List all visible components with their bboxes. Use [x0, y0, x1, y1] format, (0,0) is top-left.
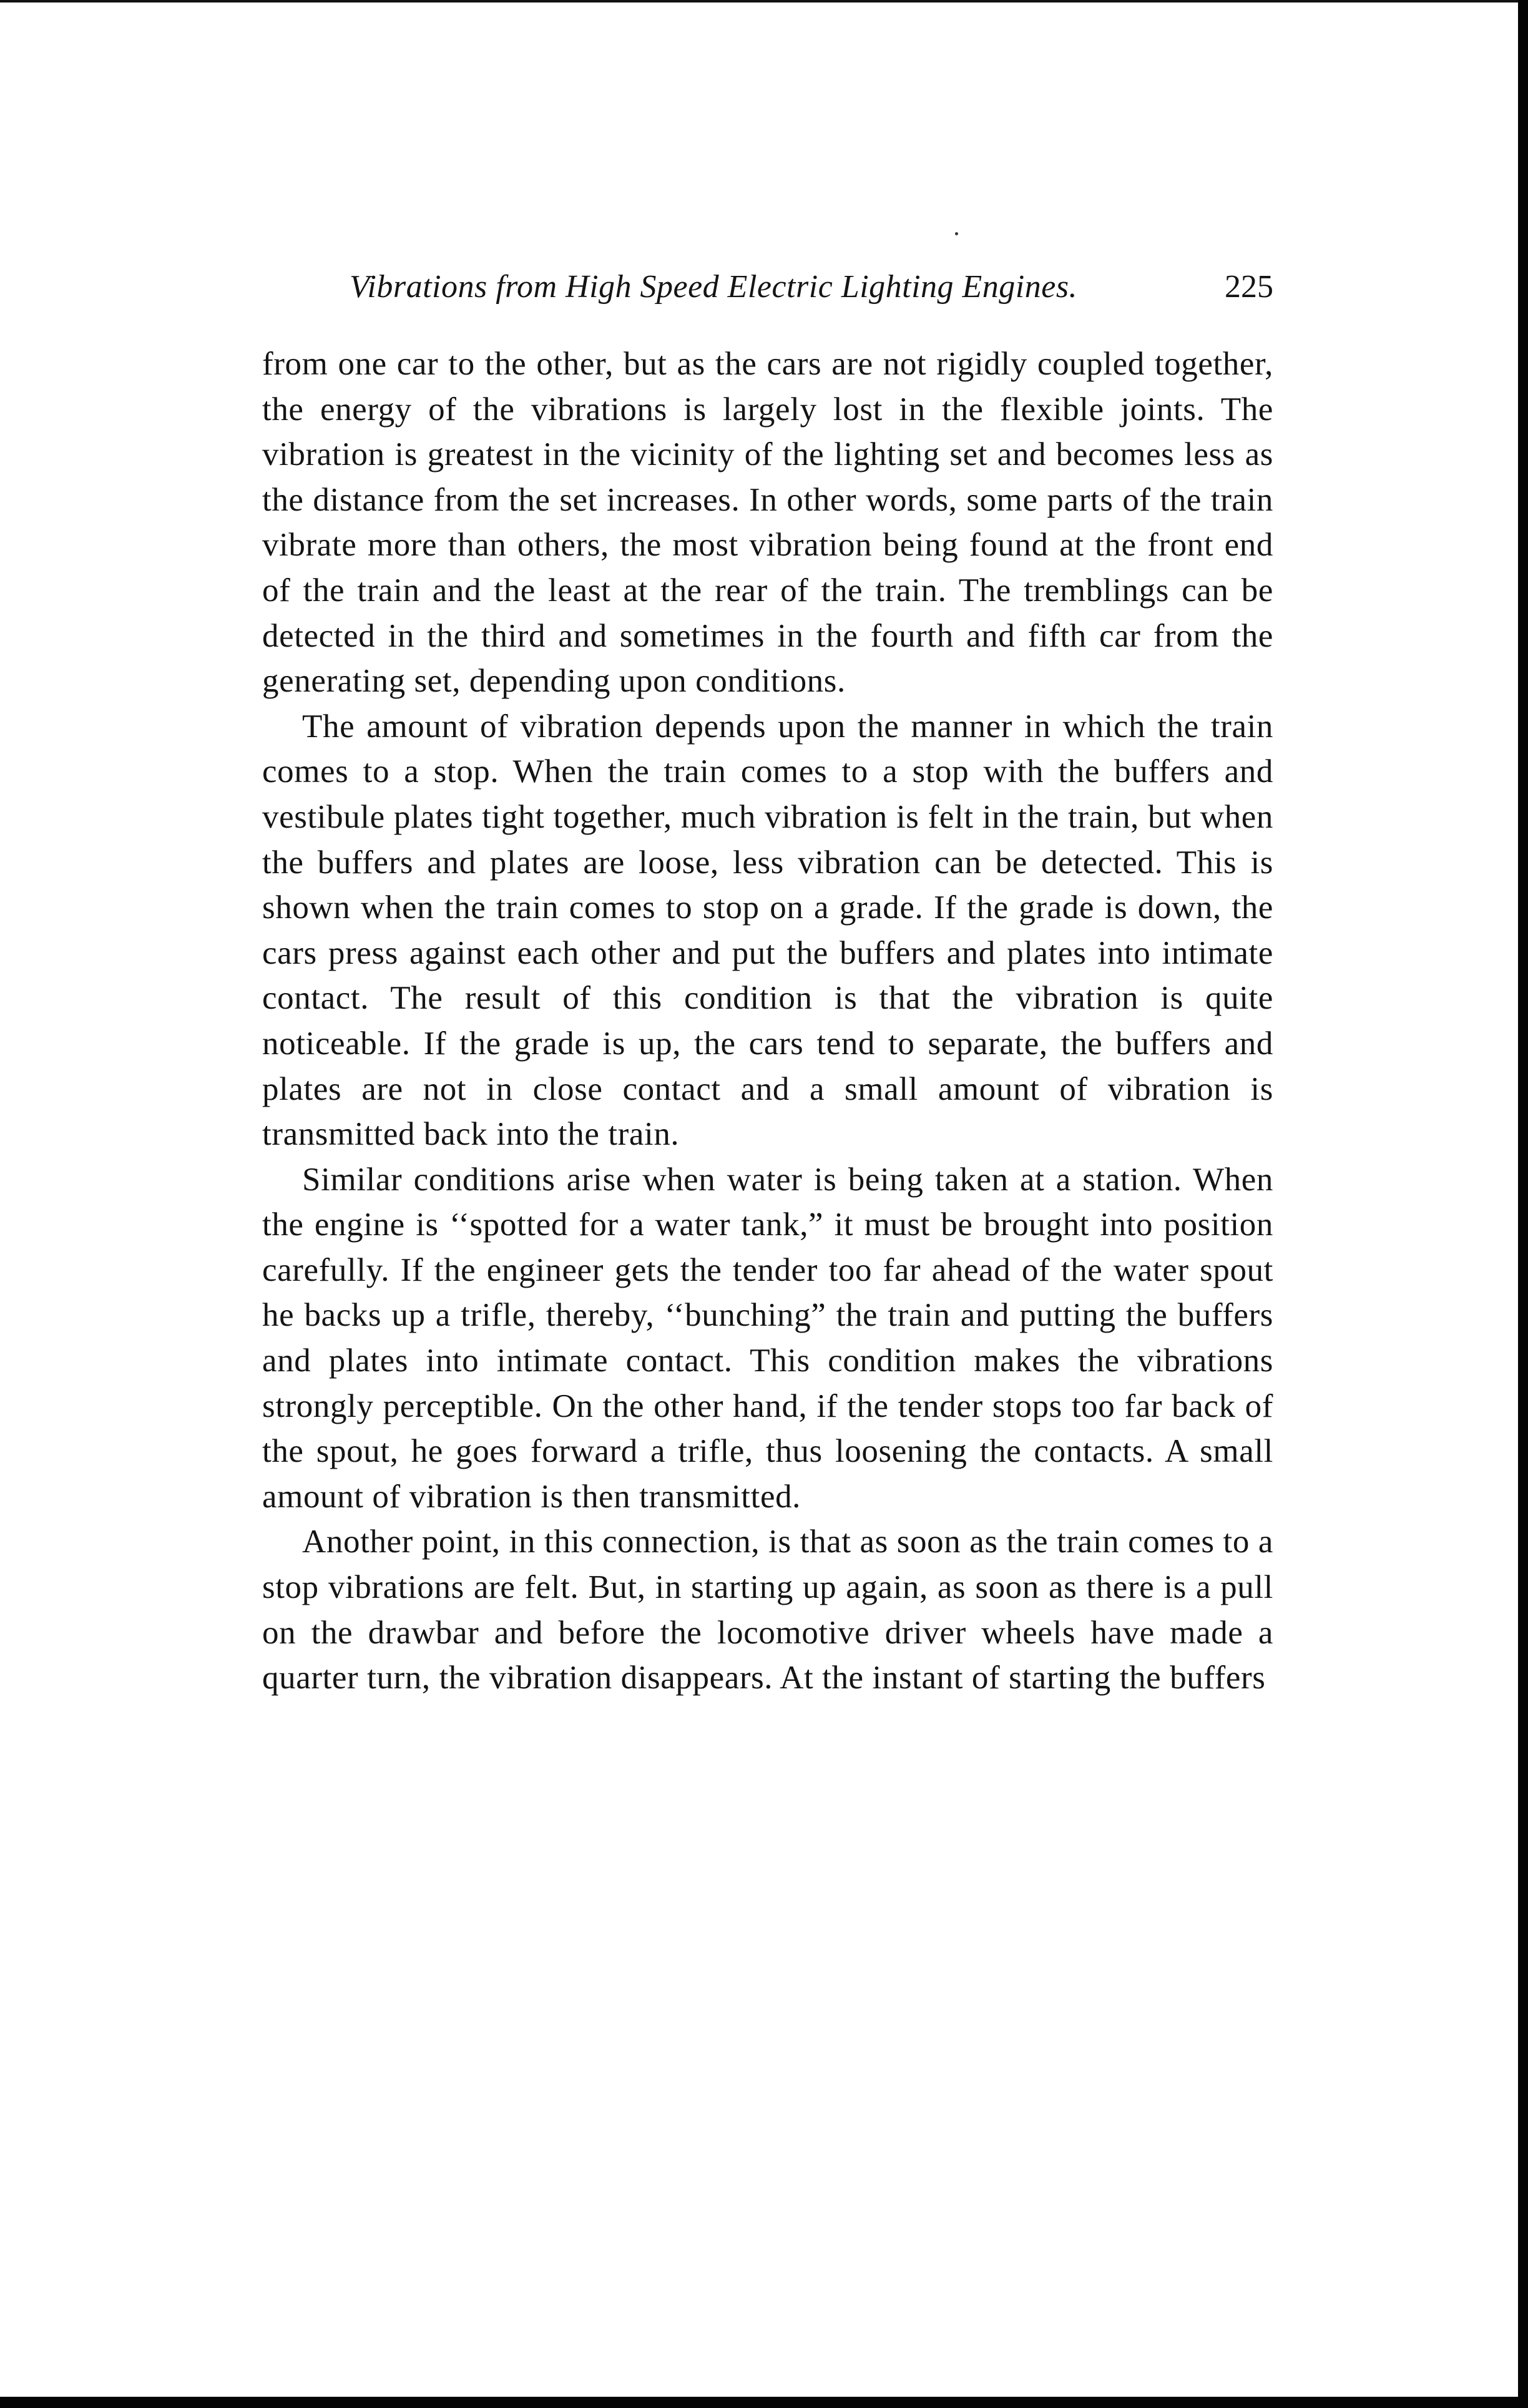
paragraph: Similar conditions arise when water is being taken at a station. When the engine is ‘‘spotted for a water tank,” it must be brought into position carefully. If the engineer gets the tender too far ahead of the water spout he backs up a trifle, thereby, ‘‘bunching” the train and putting the buffers and plates into intimate contact. This condition makes the vibrations strongly perceptible. On the other hand, if the tender stops too far back of the spout, he goes forward a trifle, thus loosening the contacts. A small amount of vibration is then transmitted.: [262, 1161, 1273, 1515]
paragraph: Another point, in this connection, is that as soon as the train comes to a stop vibrations are felt. But, in starting up again, as soon as there is a pull on the drawbar and before the locomotive driver wheels have made a quarter turn, the vibration disappears. At the instant of starting the buffers: [262, 1524, 1273, 1696]
scan-border-right: [1518, 0, 1528, 2408]
paragraph: The amount of vibration depends upon the manner in which the train comes to a stop. When the train comes to a stop with the buffers and vestibule plates tight together, much vibration is felt in the train, but when the buffers and plates are loose, less vibration can be detected. This is shown when the train comes to stop on a grade. If the grade is down, the cars press against each other and put the buffers and plates into intimate contact. The result of this condition is that the vibration is quite noticeable. If the grade is up, the cars tend to separate, the buffers and plates are not in close contact and a small amount of vibration is transmitted back into the train.: [262, 708, 1273, 1153]
scan-border-bottom: [0, 2397, 1528, 2408]
page-number: 225: [1225, 269, 1273, 305]
running-title: Vibrations from High Speed Electric Lighting Engines.: [350, 269, 1078, 305]
scan-speck: [955, 232, 958, 235]
paragraph-continued: from one car to the other, but as the cars are not rigidly coupled together, the energy of the vibrations is largely lost in the flexible joints. The vibration is greatest in the vicinity of the lighting set and becomes less as the distance from the set increases. In other words, some parts of the train vibrate more than others, the most vibration being found at the front end of the train and the least at the rear of the train. The tremblings can be detected in the third and sometimes in the fourth and fifth car from the generating set, depending upon conditions.: [262, 346, 1273, 700]
book-page: [262, 259, 1273, 1701]
body-text: [262, 341, 1273, 1701]
running-head: [262, 259, 1273, 315]
scan-border-top: [0, 0, 1528, 2]
